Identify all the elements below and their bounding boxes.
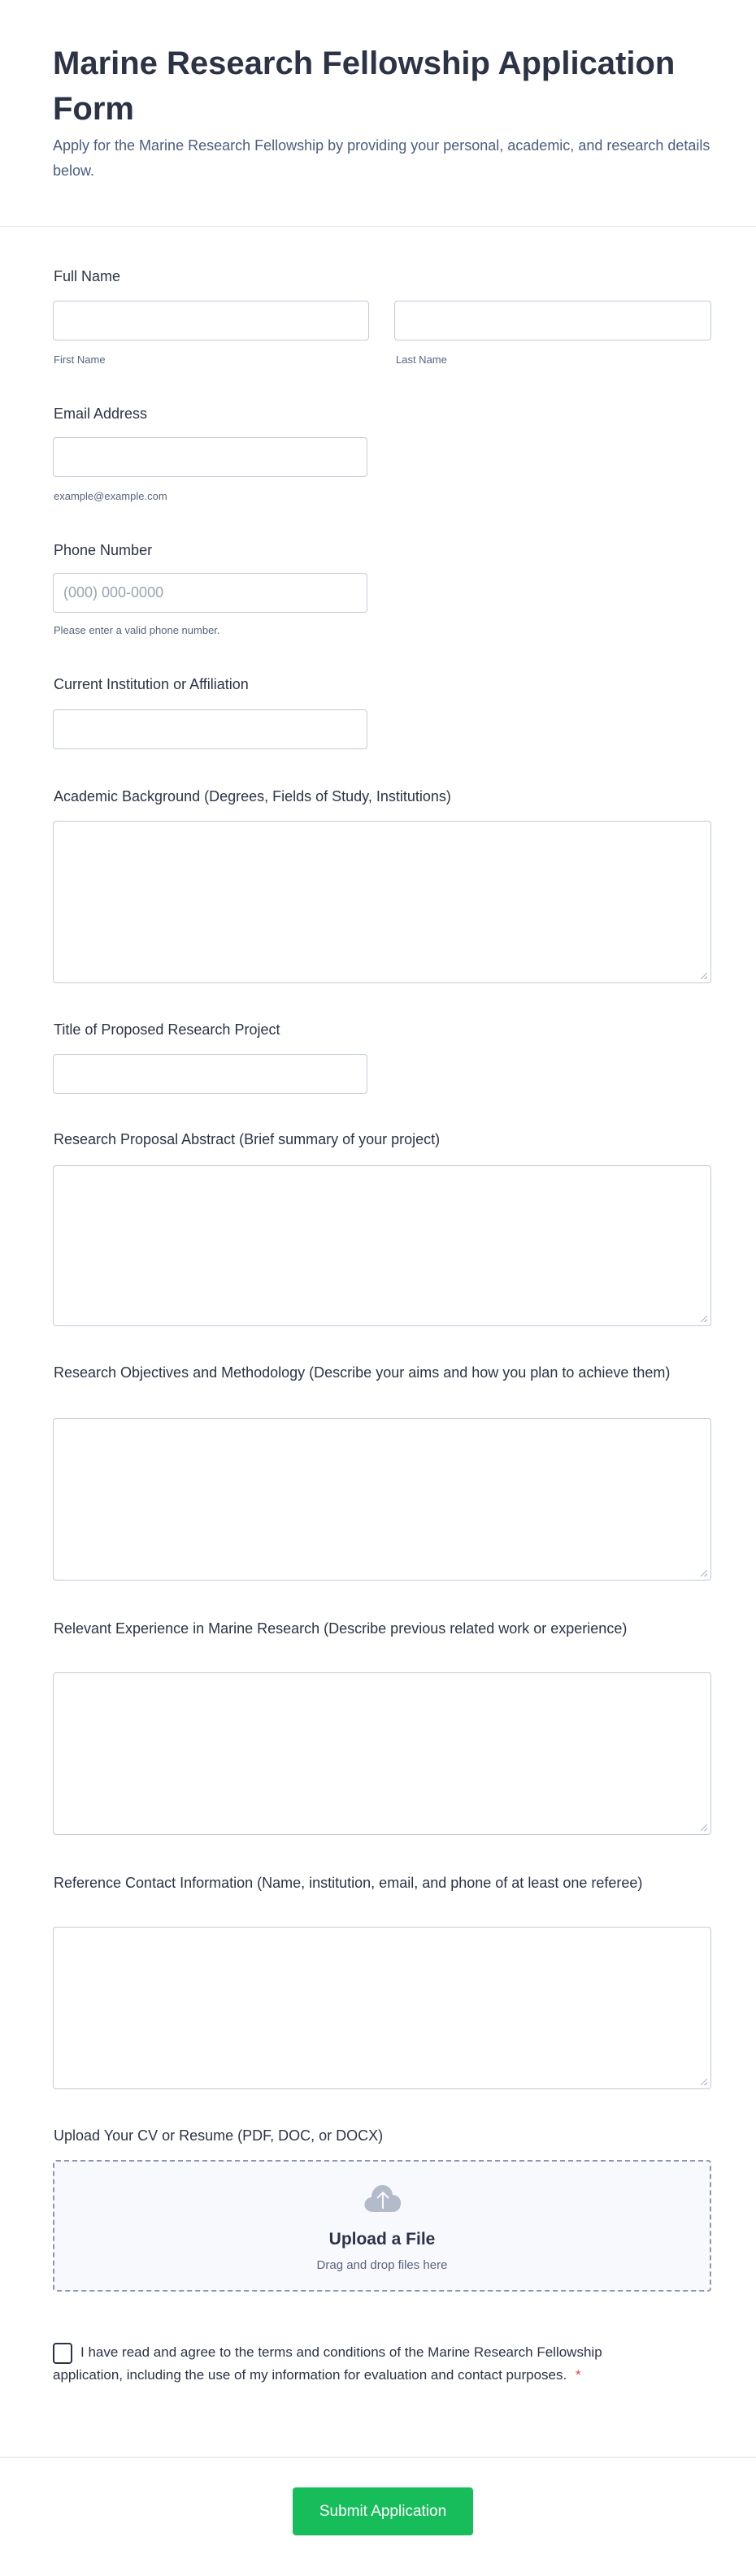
file-upload-dropzone[interactable] xyxy=(53,2160,711,2292)
email-input[interactable] xyxy=(53,437,367,477)
project-title-input[interactable] xyxy=(53,1054,367,1094)
header-divider xyxy=(0,226,756,227)
last-name-sublabel: Last Name xyxy=(396,353,447,366)
upload-label: Upload Your CV or Resume (PDF, DOC, or DOCX) xyxy=(54,2127,384,2144)
institution-input[interactable] xyxy=(53,709,367,749)
institution-label: Current Institution or Affiliation xyxy=(54,676,249,692)
resize-handle-icon[interactable] xyxy=(701,1570,707,1576)
academic-textarea[interactable] xyxy=(53,821,711,983)
full-name-label: Full Name xyxy=(54,268,121,284)
footer-divider xyxy=(0,2457,756,2458)
abstract-textarea[interactable] xyxy=(53,1165,711,1326)
submit-button[interactable]: Submit Application xyxy=(293,2487,473,2535)
resize-handle-icon[interactable] xyxy=(701,1824,707,1831)
resize-handle-icon[interactable] xyxy=(701,1316,707,1322)
terms-label: I have read and agree to the terms and conditions of the Marine Research Fellowship application, including the use of my information for evaluation and contact purposes. xyxy=(53,2344,602,2383)
resize-handle-icon[interactable] xyxy=(701,973,707,979)
abstract-label: Research Proposal Abstract (Brief summary of your project) xyxy=(54,1131,441,1147)
resize-handle-icon[interactable] xyxy=(701,2079,707,2085)
references-label: Reference Contact Information (Name, institution, email, and phone of at least one referee) xyxy=(54,1875,643,1891)
phone-placeholder: (000) 000-0000 xyxy=(63,584,164,601)
objectives-label: Research Objectives and Methodology (Describe your aims and how you plan to achieve them) xyxy=(54,1364,671,1381)
first-name-sublabel: First Name xyxy=(54,353,106,366)
project-title-label: Title of Proposed Research Project xyxy=(54,1021,280,1038)
phone-input[interactable] xyxy=(53,573,367,613)
academic-label: Academic Background (Degrees, Fields of Study, Institutions) xyxy=(54,788,451,804)
cloud-upload-icon xyxy=(363,2184,402,2214)
terms-field xyxy=(53,2341,622,2387)
form-description: Apply for the Marine Research Fellowship by providing your personal, academic, and research details below. xyxy=(53,137,710,179)
email-sublabel: example@example.com xyxy=(54,490,167,502)
upload-title: Upload a File xyxy=(328,2230,436,2249)
email-label: Email Address xyxy=(54,405,148,422)
required-asterisk: * xyxy=(575,2367,581,2383)
upload-hint: Drag and drop files here xyxy=(316,2258,448,2272)
last-name-input[interactable] xyxy=(394,301,711,340)
phone-label: Phone Number xyxy=(54,542,153,558)
form-title: Marine Research Fellowship Application Form xyxy=(53,46,676,127)
terms-checkbox[interactable] xyxy=(53,2343,72,2364)
objectives-textarea[interactable] xyxy=(53,1418,711,1581)
first-name-input[interactable] xyxy=(53,301,369,340)
experience-label: Relevant Experience in Marine Research (Describe previous related work or experience) xyxy=(54,1620,628,1637)
references-textarea[interactable] xyxy=(53,1927,711,2089)
phone-sublabel: Please enter a valid phone number. xyxy=(54,624,220,636)
experience-textarea[interactable] xyxy=(53,1672,711,1835)
